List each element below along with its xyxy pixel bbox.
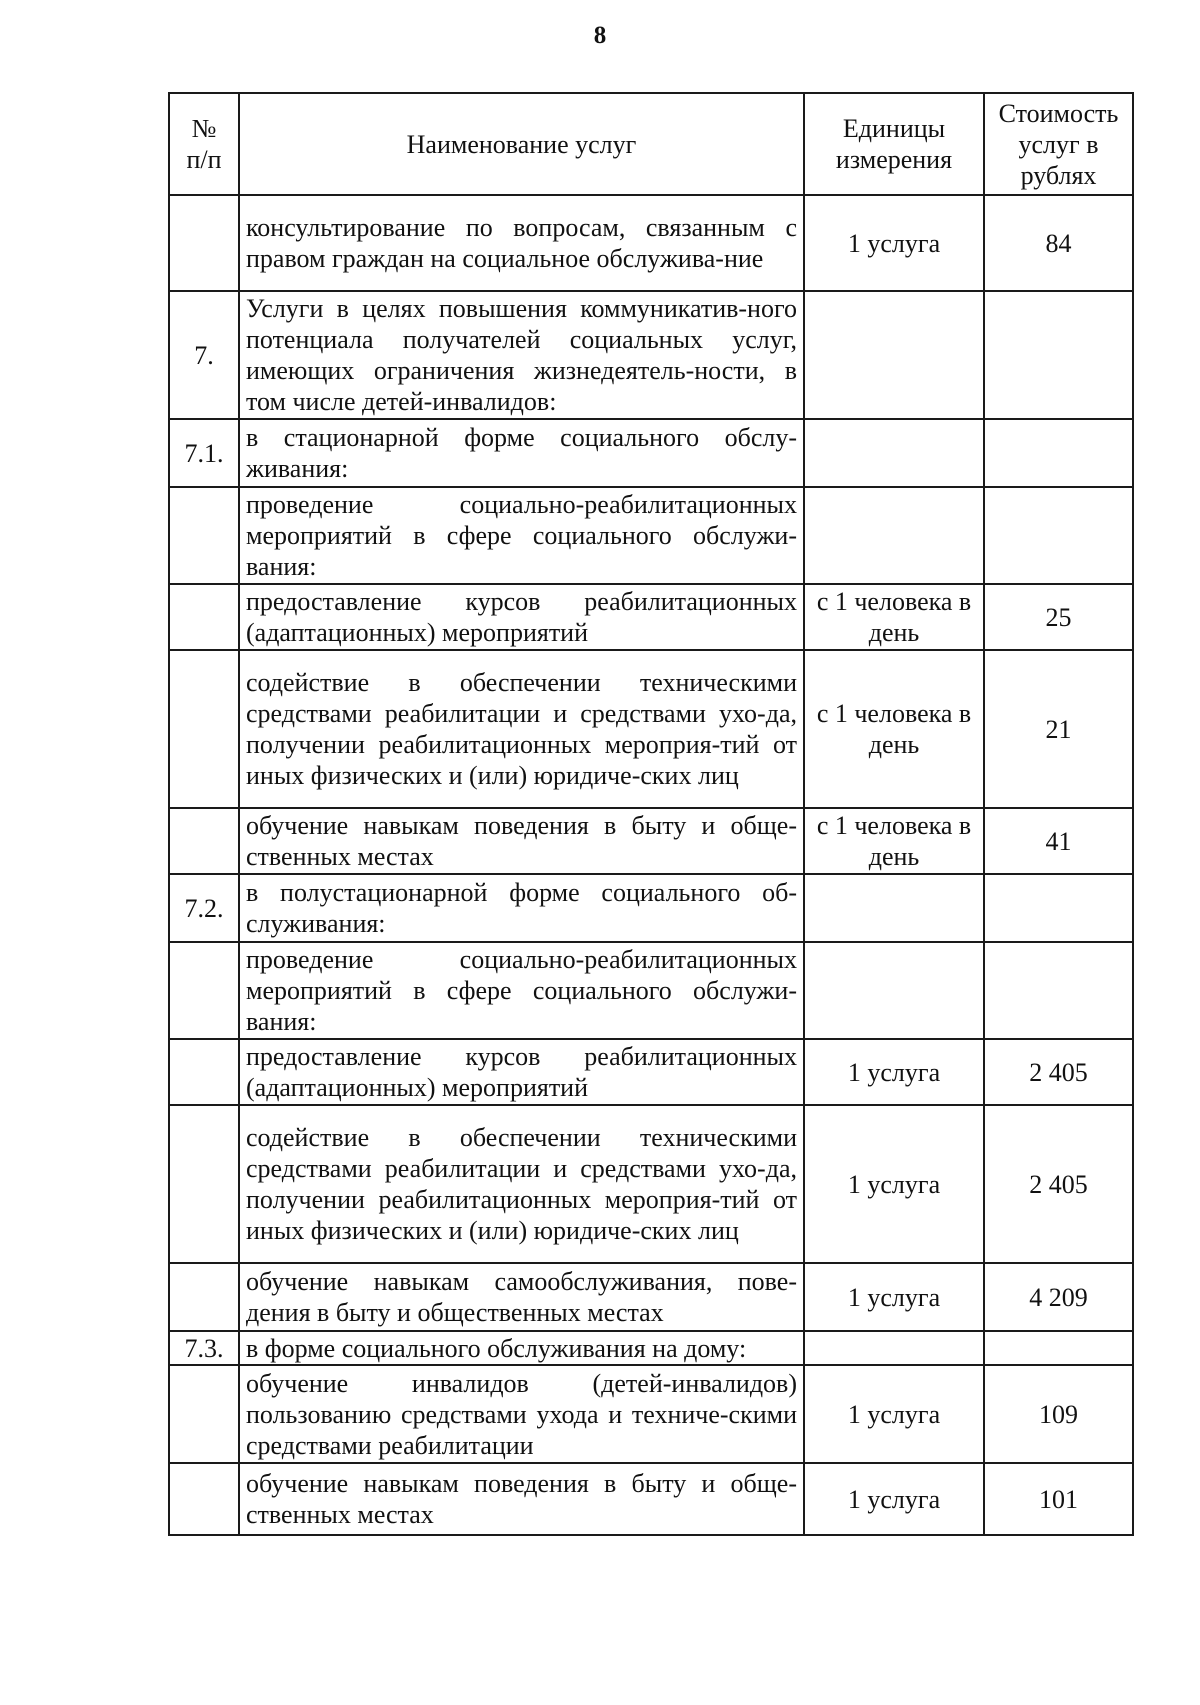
row-number [169, 487, 239, 584]
table-row [169, 1263, 1133, 1331]
table-row [169, 584, 1133, 650]
service-unit: 1 услуга [804, 1105, 984, 1263]
service-cost [984, 874, 1133, 942]
service-cost: 101 [984, 1463, 1133, 1535]
table-header-row [169, 93, 1133, 195]
service-name: обучение навыкам поведения в быту и обще-ственных местах [239, 808, 804, 874]
table-row [169, 1463, 1133, 1535]
service-cost: 4 209 [984, 1263, 1133, 1331]
service-name: содействие в обеспечении техническими средствами реабилитации и средствами ухо-да, получении реабилитационных мероприя-тий от иных физических и (или) юридиче-ских лиц [239, 650, 804, 808]
service-name: предоставление курсов реабилитационных (адаптационных) мероприятий [239, 1039, 804, 1105]
row-number: 7.2. [169, 874, 239, 942]
service-cost [984, 487, 1133, 584]
page-number: 8 [593, 22, 607, 49]
row-number: 7.3. [169, 1331, 239, 1365]
service-unit: 1 услуга [804, 1039, 984, 1105]
service-unit: 1 услуга [804, 1365, 984, 1463]
service-name: в полустационарной форме социального об-служивания: [239, 874, 804, 942]
row-number [169, 808, 239, 874]
service-unit: 1 услуга [804, 195, 984, 291]
service-cost [984, 942, 1133, 1039]
service-unit [804, 487, 984, 584]
service-cost [984, 1331, 1133, 1365]
service-unit: 1 услуга [804, 1263, 984, 1331]
service-name: Услуги в целях повышения коммуникатив-ного потенциала получателей социальных услуг, имеющих ограничения жизнедеятель-ности, в том числе детей-инвалидов: [239, 291, 804, 419]
service-name: обучение навыкам самообслуживания, пове-дения в быту и общественных местах [239, 1263, 804, 1331]
service-name: проведение социально-реабилитационных мероприятий в сфере социального обслужи-вания: [239, 942, 804, 1039]
header-service-name: Наименование услуг [239, 93, 804, 195]
service-cost: 2 405 [984, 1039, 1133, 1105]
service-unit: 1 услуга [804, 1463, 984, 1535]
header-cost: Стоимость услуг в рублях [984, 93, 1133, 195]
service-unit: с 1 человека в день [804, 584, 984, 650]
row-number [169, 1105, 239, 1263]
service-cost: 109 [984, 1365, 1133, 1463]
row-number: 7. [169, 291, 239, 419]
service-cost: 25 [984, 584, 1133, 650]
service-cost [984, 419, 1133, 487]
table-row [169, 942, 1133, 1039]
table-row [169, 291, 1133, 419]
service-unit: с 1 человека в день [804, 808, 984, 874]
table-row [169, 1105, 1133, 1263]
table-row [169, 808, 1133, 874]
table-row [169, 874, 1133, 942]
service-unit: с 1 человека в день [804, 650, 984, 808]
service-cost: 2 405 [984, 1105, 1133, 1263]
service-unit [804, 874, 984, 942]
row-number [169, 942, 239, 1039]
table-row [169, 419, 1133, 487]
row-number [169, 195, 239, 291]
row-number [169, 584, 239, 650]
service-unit [804, 291, 984, 419]
service-name: проведение социально-реабилитационных мероприятий в сфере социального обслужи-вания: [239, 487, 804, 584]
service-name: предоставление курсов реабилитационных (адаптационных) мероприятий [239, 584, 804, 650]
row-number [169, 1039, 239, 1105]
service-cost [984, 291, 1133, 419]
row-number: 7.1. [169, 419, 239, 487]
table-row [169, 1039, 1133, 1105]
row-number [169, 1365, 239, 1463]
table-row [169, 195, 1133, 291]
service-name: в форме социального обслуживания на дому: [239, 1331, 804, 1365]
table-row [169, 650, 1133, 808]
service-cost: 41 [984, 808, 1133, 874]
row-number [169, 1463, 239, 1535]
service-cost: 84 [984, 195, 1133, 291]
header-unit: Единицы измерения [804, 93, 984, 195]
service-name: обучение инвалидов (детей-инвалидов) пользованию средствами ухода и техниче-скими средствами реабилитации [239, 1365, 804, 1463]
service-unit [804, 942, 984, 1039]
service-name: консультирование по вопросам, связанным с правом граждан на социальное обслужива-ние [239, 195, 804, 291]
service-unit [804, 419, 984, 487]
service-name: содействие в обеспечении техническими средствами реабилитации и средствами ухо-да, получении реабилитационных мероприя-тий от иных физических и (или) юридиче-ских лиц [239, 1105, 804, 1263]
row-number [169, 1263, 239, 1331]
service-cost: 21 [984, 650, 1133, 808]
table-row [169, 1365, 1133, 1463]
service-name: обучение навыкам поведения в быту и обще-ственных местах [239, 1463, 804, 1535]
service-name: в стационарной форме социального обслу-живания: [239, 419, 804, 487]
row-number [169, 650, 239, 808]
table-row [169, 1331, 1133, 1365]
service-unit [804, 1331, 984, 1365]
services-price-table [168, 92, 1134, 1536]
table-row [169, 487, 1133, 584]
header-number: № п/п [169, 93, 239, 195]
